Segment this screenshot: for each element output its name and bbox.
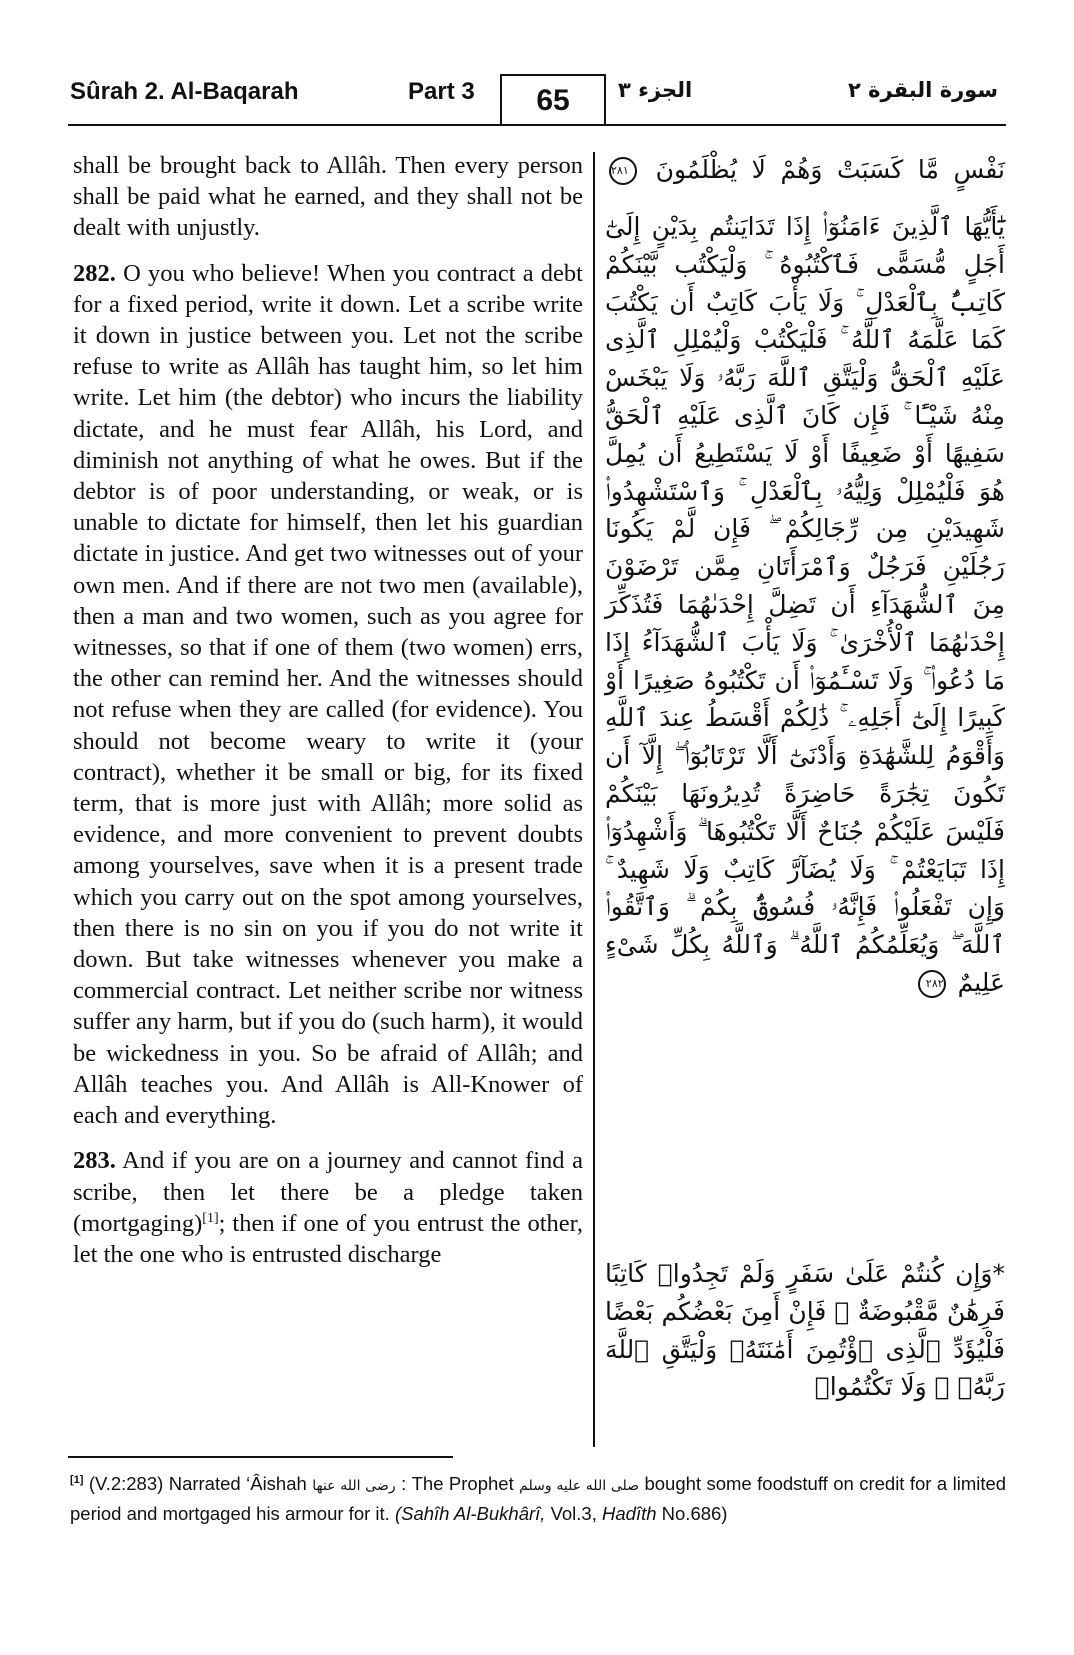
verse-number: 283. (73, 1147, 116, 1175)
arabic-text: يَٰٓأَيُّهَا ٱلَّذِينَ ءَامَنُوٓا۟ إِذَا تَدَايَنتُم بِدَيْنٍ إِلَىٰٓ أَجَلٍ مُّسَمًّى فَٱكْتُبُوهُ ۚ وَلْيَكْتُب بَّيْنَكُمْ كَاتِبٌۢ بِٱلْعَدْلِ ۚ وَلَا يَأْبَ كَاتِبٌ أَن يَكْتُبَ كَمَا عَلَّمَهُ ٱللَّهُ ۚ فَلْيَكْتُبْ وَلْيُمْلِلِ ٱلَّذِى عَلَيْهِ ٱلْحَقُّ وَلْيَتَّقِ ٱللَّهَ رَبَّهُۥ وَلَا يَبْخَسْ مِنْهُ شَيْـًٔا ۚ فَإِن كَانَ ٱلَّذِى عَلَيْهِ ٱلْحَقُّ سَفِيهًا أَوْ ضَعِيفًا أَوْ لَا يَسْتَطِيعُ أَن يُمِلَّ هُوَ فَلْيُمْلِلْ وَلِيُّهُۥ بِٱلْعَدْلِ ۚ وَٱسْتَشْهِدُوا۟ شَهِيدَيْنِ مِن رِّجَالِكُمْ ۖ فَإِن لَّمْ يَكُونَا رَجُلَيْنِ فَرَجُلٌ وَٱمْرَأَتَانِ مِمَّن تَرْضَوْنَ مِنَ ٱلشُّهَدَآءِ أَن تَضِلَّ إِحْدَىٰهُمَا فَتُذَكِّرَ إِحْدَىٰهُمَا ٱلْأُخْرَىٰ ۚ وَلَا يَأْبَ ٱلشُّهَدَآءُ إِذَا مَا دُعُوا۟ ۚ وَلَا تَسْـَٔمُوٓا۟ أَن تَكْتُبُوهُ صَغِيرًا أَوْ كَبِيرًا إِلَىٰٓ أَجَلِهِۦ ۚ ذَٰلِكُمْ أَقْسَطُ عِندَ ٱللَّهِ وَأَقْوَمُ لِلشَّهَٰدَةِ وَأَدْنَىٰٓ أَلَّا تَرْتَابُوٓا۟ ۖ إِلَّآ أَن تَكُونَ تِجَٰرَةً حَاضِرَةً تُدِيرُونَهَا بَيْنَكُمْ فَلَيْسَ عَلَيْكُمْ جُنَاحٌ أَلَّا تَكْتُبُوهَا ۗ وَأَشْهِدُوٓا۟ إِذَا تَبَايَعْتُمْ ۚ وَلَا يُضَآرَّ كَاتِبٌ وَلَا شَهِيدٌ ۚ وَإِن تَفْعَلُوا۟ فَإِنَّهُۥ فُسُوقٌۢ بِكُمْ ۗ وَٱتَّقُوا۟ ٱللَّهَ ۖ وَيُعَلِّمُكُمُ ٱللَّهُ ۗ وَٱللَّهُ بِكُلِّ شَىْءٍ عَلِيمٌ (605, 212, 1005, 997)
footnote-volume: Vol.3, (550, 1503, 597, 1524)
english-translation-column (73, 150, 583, 1284)
footnote-marker: [1] (70, 1473, 84, 1486)
footnote-hadith-number: No.686) (661, 1503, 728, 1524)
verse-281-end-arabic (605, 150, 1005, 190)
verse-text: And if you are on a journey and cannot find a scribe, then let there be a pledge taken (mortgaging) (73, 1147, 583, 1237)
verse-text-continued: ; then if one of you entrust the other, let the one who is entrusted discharge (73, 1209, 583, 1268)
verse-283-arabic (605, 1255, 1005, 1406)
footnote (70, 1470, 1006, 1527)
footnote-marker[interactable]: [1] (202, 1210, 219, 1226)
footnote-text: bought some foodstuff on credit for a limited period and mortgaged his armour for it. (70, 1473, 1007, 1524)
footnote-text: : The Prophet (401, 1473, 514, 1494)
verse-282-arabic (605, 208, 1005, 1002)
arabic-text: وَإِن كُنتُمْ عَلَىٰ سَفَرٍ وَلَمْ تَجِدُوا۟ كَاتِبًا فَرِهَٰنٌ مَّقْبُوضَةٌ ۖ فَإِنْ أَمِنَ بَعْضُكُم بَعْضًا فَلْيُؤَدِّ ٱلَّذِى ٱؤْتُمِنَ أَمَٰنَتَهُۥ وَلْيَتَّقِ ٱللَّهَ رَبَّهُۥ ۗ وَلَا تَكْتُمُوا۟ (605, 1259, 1005, 1402)
header-rule (68, 124, 1006, 126)
column-divider (593, 152, 595, 1447)
footnote-hadith-label: Hadîth (602, 1503, 657, 1524)
verse-number: 282. (73, 259, 116, 287)
part-label-arabic: الجزء ٣ (618, 78, 693, 102)
page-number: 65 (500, 74, 606, 124)
footnote-reference: (V.2:283) Narrated ‘Âishah (88, 1473, 307, 1494)
surah-title-arabic: سورة البقرة ٢ (848, 78, 998, 102)
verse-281-continuation: shall be brought back to Allâh. Then every person shall be paid what he earned, and they shall not be dealt with unjustly. (73, 152, 583, 242)
arabic-text: نَفْسٍ مَّا كَسَبَتْ وَهُمْ لَا يُظْلَمُونَ (655, 155, 1006, 184)
surah-title-english: Sûrah 2. Al-Baqarah (70, 78, 299, 105)
ayah-end-marker: ٢٨١ (609, 157, 637, 185)
ayah-end-marker: ٢٨٢ (918, 970, 946, 998)
star-marker: * (992, 1259, 1005, 1288)
honorific-arabic: صلى الله عليه وسلم (519, 1478, 640, 1494)
verse-282-paragraph (73, 258, 583, 1132)
part-label-english: Part 3 (408, 78, 475, 105)
verse-283-paragraph (73, 1145, 583, 1270)
verse-text: O you who believe! When you contract a debt for a fixed period, write it down. Let a scribe write it down in justice between you. Let not the scribe refuse to write as Allâh has taught him, so let him write. Let him (the debtor) who incurs the liability dictate, and he must fear Allâh, his Lord, and diminish not anything of what he owes. But if the debtor is of poor understanding, or weak, or is unable to dictate for himself, then let his guardian dictate in justice. And get two witnesses out of your own men. And if there are not two men (available), then a man and two women, such as you agree for witnesses, so that if one of them (two women) errs, the other can remind her. And the witnesses should not refuse when they are called (for evidence). You should not become weary to write it (your contract), whether it be small or big, for its fixed term, that is more just with Allâh; more solid as evidence, and more convenient to prevent doubts among yourselves, save when it is a present trade which you carry out on the spot among yourselves, then there is no sin on you if you do not write it down. But take witnesses whenever you make a commercial contract. Let neither scribe nor witness suffer any harm, but if you do (such harm), it would be wickedness in you. So be afraid of Allâh; and Allâh teaches you. And Allâh is All-Knower of each and everything. (73, 259, 583, 1130)
arabic-text-column (605, 150, 1006, 1402)
honorific-arabic: رضى الله عنها (312, 1478, 396, 1494)
footnote-source: (Sahîh Al-Bukhârî, (394, 1503, 546, 1524)
footnote-rule (68, 1456, 453, 1458)
